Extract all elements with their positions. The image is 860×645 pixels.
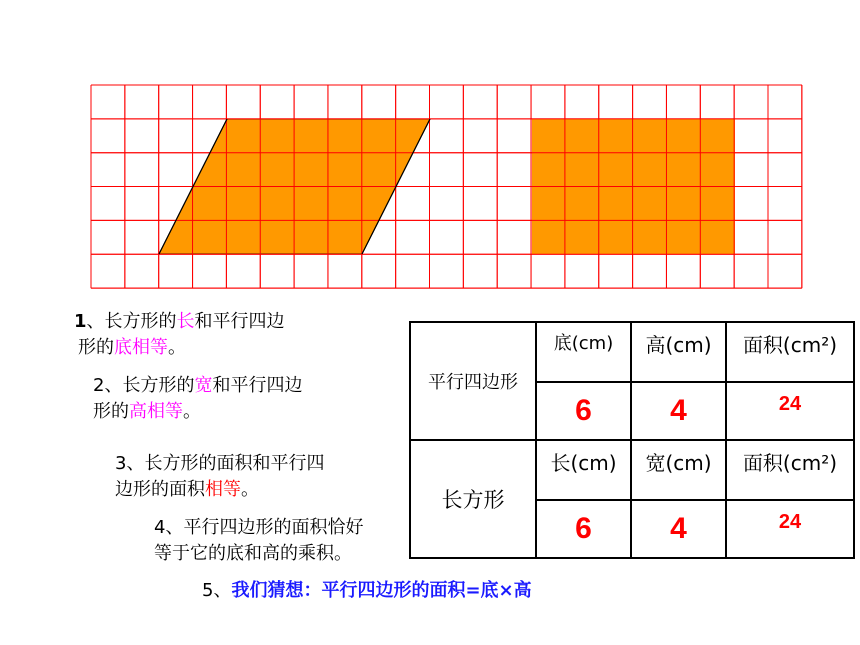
note-1-line-1 bbox=[74, 309, 285, 335]
note-2-line-2 bbox=[93, 399, 302, 425]
note-3-line-1: 3、长方形的面积和平行四 bbox=[115, 453, 325, 474]
note-5-conjecture: 我们猜想：平行四边形的面积=底×高 bbox=[231, 580, 532, 601]
value-length: 6 bbox=[536, 500, 631, 558]
note-5 bbox=[202, 578, 532, 604]
note-1-line-2 bbox=[74, 335, 285, 361]
grid-overlay bbox=[91, 85, 802, 288]
note-1-text-d: 形的 bbox=[78, 337, 114, 358]
header-width: 宽(cm) bbox=[631, 440, 726, 500]
comparison-table bbox=[409, 321, 855, 559]
note-3-highlight-equal: 相等 bbox=[205, 479, 241, 500]
note-2-text-a: 2、长方形的 bbox=[93, 375, 195, 396]
header-height: 高(cm) bbox=[631, 322, 726, 382]
table-row-parallelogram-headers bbox=[410, 322, 854, 382]
note-3-line-2 bbox=[115, 477, 324, 503]
note-1-text-f: 。 bbox=[168, 337, 186, 358]
note-3 bbox=[115, 451, 324, 503]
note-1-highlight-length: 长 bbox=[176, 311, 195, 332]
note-4-line-1: 4、平行四边形的面积恰好 bbox=[154, 517, 364, 538]
note-2-text-c: 和平行四边 bbox=[212, 375, 303, 396]
header-base: 底(cm) bbox=[536, 322, 631, 382]
note-2-highlight-width: 宽 bbox=[194, 375, 213, 396]
note-2-text-f: 。 bbox=[183, 401, 201, 422]
note-4 bbox=[154, 515, 363, 567]
note-3-text-b: 边形的面积 bbox=[115, 479, 205, 500]
header-length: 长(cm) bbox=[536, 440, 631, 500]
note-2-highlight-height-equal: 高相等 bbox=[129, 401, 183, 422]
value-area-parallelogram: 24 bbox=[726, 382, 854, 440]
row-label-parallelogram: 平行四边形 bbox=[410, 322, 536, 440]
note-1-text-c: 和平行四边 bbox=[194, 311, 285, 332]
value-width: 4 bbox=[631, 500, 726, 558]
note-2-text-d: 形的 bbox=[93, 401, 129, 422]
note-4-line-2: 等于它的底和高的乘积。 bbox=[154, 543, 352, 564]
value-area-rectangle: 24 bbox=[726, 500, 854, 558]
note-2-line-1 bbox=[93, 373, 302, 399]
note-1-text-a: 、长方形的 bbox=[86, 311, 177, 332]
note-1 bbox=[74, 309, 285, 361]
note-5-number: 5、 bbox=[202, 580, 232, 601]
note-1-number: 1 bbox=[74, 311, 87, 332]
note-3-text-d: 。 bbox=[241, 479, 259, 500]
grid-figure bbox=[0, 0, 860, 300]
note-2 bbox=[93, 373, 302, 425]
header-area-rectangle: 面积(cm²) bbox=[726, 440, 854, 500]
value-base: 6 bbox=[536, 382, 631, 440]
note-1-highlight-base-equal: 底相等 bbox=[114, 337, 168, 358]
header-area-parallelogram: 面积(cm²) bbox=[726, 322, 854, 382]
table-row-rectangle-headers bbox=[410, 440, 854, 500]
row-label-rectangle: 长方形 bbox=[410, 440, 536, 558]
value-height: 4 bbox=[631, 382, 726, 440]
